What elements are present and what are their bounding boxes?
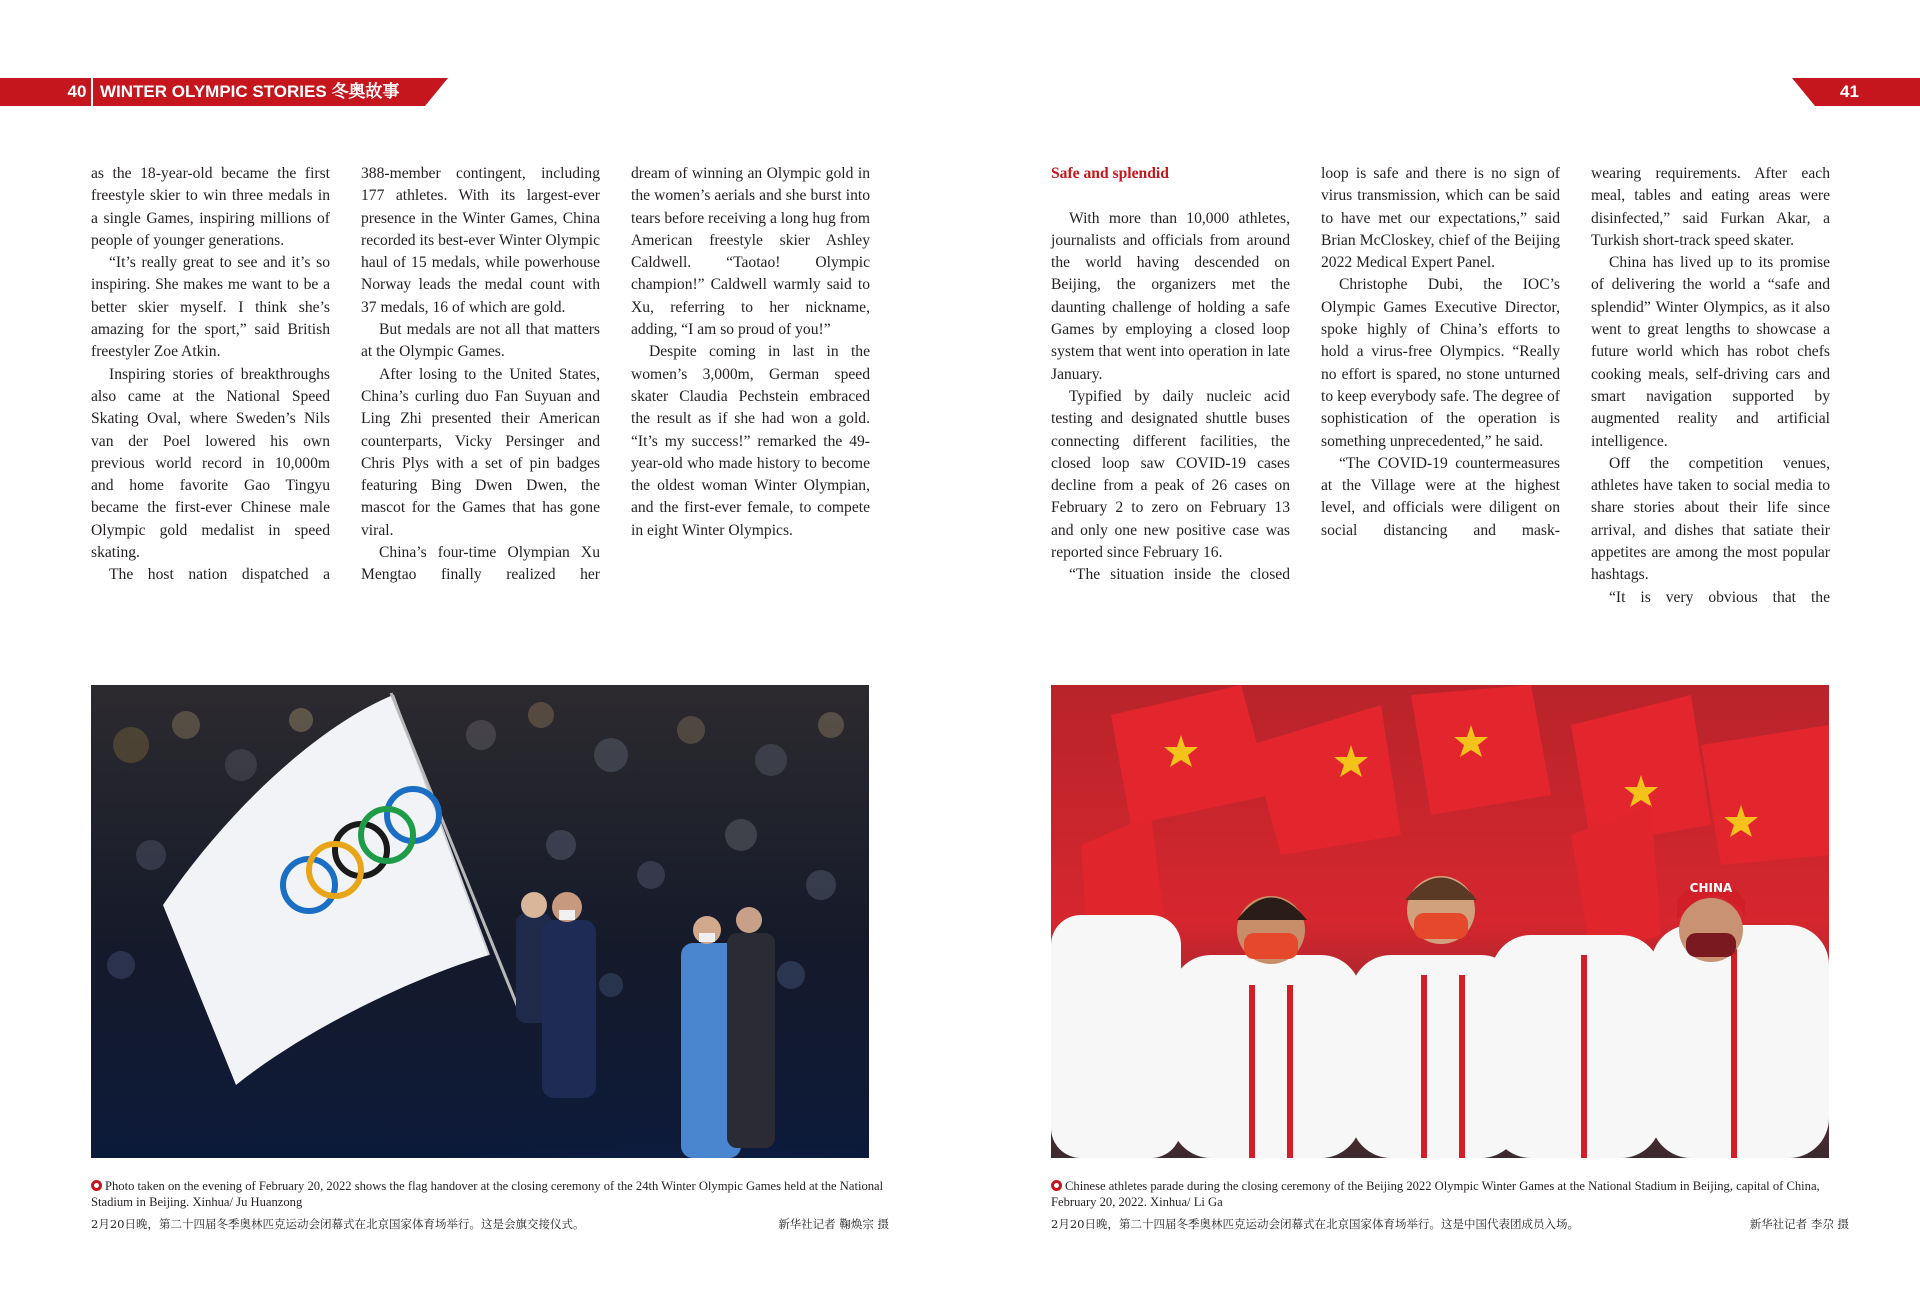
flag-handover-image [91,685,869,1158]
paragraph: China’s four-time Olympian Xu Mengtao finally realized her [361,544,600,584]
header-bar-wedge [425,78,448,106]
paragraph: wearing requirements. After each meal, tables and eating areas were disinfected,” said Furkan Akar, a Turkish short-track speed skater. [1591,165,1830,249]
paragraph: loop is safe and there is no sign of virus transmission, which can be said to have met our expectations,” said Brian McCloskey, chief of the Beijing 2022 Medical Expert Panel. [1321,165,1560,272]
photo-caption-cn-right [1051,1216,1849,1232]
photo-caption-left [91,1178,889,1210]
text-column-4 [1051,163,1290,587]
photo-caption-right [1051,1178,1849,1210]
paragraph: Inspiring stories of breakthroughs also came at the National Speed Skating Oval, where Sweden’s Nils van der Poel lowered his own previous world record in 10,000m and home favorite Gao Tingyu became the first-ever Chinese male Olympic gold medalist in speed skating. [91,365,330,562]
paragraph: Typified by daily nucleic acid testing and designated shuttle buses connecting different facilities, the closed loop saw COVID-19 cases decline from a peak of 26 cases on February 2 to zero on February 13 and only one new positive case was reported since February 16. [1051,387,1290,562]
caption-cn-text: 2月20日晚，第二十四届冬季奥林匹克运动会闭幕式在北京国家体育场举行。这是中国代表团成员入场。 [1051,1217,1579,1231]
paragraph: “The COVID-19 countermeasures at the Village were at the highest level, and officials were diligent on social distancing and mask- [1321,454,1560,539]
text-column-5 [1321,163,1560,542]
text-column-3 [631,163,870,542]
subheading: Safe and splendid [1051,165,1169,182]
paragraph: “It is very obvious that the [1609,588,1830,606]
photo-credit-cn: 新华社记者 李尕 摄 [1749,1217,1849,1231]
paragraph: “The situation inside the closed [1069,566,1290,584]
paragraph: With more than 10,000 athletes, journalists and officials from around the world having descended on Beijing, the organizers met the daunting challenge of holding a safe Games by employing a closed loop system that went into operation in late January. [1051,209,1290,383]
section-title-cn: 冬奥故事 [331,82,400,102]
text-column-2 [361,163,600,587]
photo-flag-handover [91,685,869,1158]
paragraph: as the 18-year-old became the first freestyle skier to win three medals in a single Games, inspiring millions of people of younger generations. [91,165,330,249]
paragraph: “It’s really great to see and it’s so inspiring. She makes me want to be a better skier myself. I think she’s amazing for the sport,” said British freestyler Zoe Atkin. [91,254,330,361]
paragraph: China has lived up to its promise of delivering the world a “safe and splendid” Winter Olympics, as it also went to great lengths to showcase a future world which has robot chefs cooking meals, self-driving cars and smart navigation supported by augmented reality and artificial intelligence. [1591,254,1830,450]
header-right-bar [1792,78,1920,106]
header-bar-wedge-right [1792,78,1815,106]
header-bar-fill-right [1815,78,1920,106]
header-left-bar [0,78,448,106]
caption-text: Photo taken on the evening of February 20, 2022 shows the flag handover at the closing ceremony of the 24th Winter Olympic Games held at the National Stadium in Beijing. Xinhua/ Ju Huanzong [91,1179,884,1209]
paragraph: Christophe Dubi, the IOC’s Olympic Games Executive Director, spoke highly of China’s efforts to hold a virus-free Olympics. “Really no effort is spared, no stone unturned to keep everybody safe. The degree of sophistication of the operation is something unprecedented,” he said. [1321,276,1560,450]
page-number-left: 40 [63,78,93,106]
page-number-right: 41 [1840,82,1859,101]
paragraph: dream of winning an Olympic gold in the women’s aerials and she burst into tears before receiving a long hug from American freestyle skier Ashley Caldwell. “Taotao! Olympic champion!” Caldwell warmly said to Xu, referring to her nickname, adding, “I am so proud of you!” [631,165,871,339]
caption-text: Chinese athletes parade during the closing ceremony of the Beijing 2022 Olympic Winter Games at the National Stadium in Beijing, capital of China, February 20, 2022. Xinhua/ Li Ga [1051,1179,1820,1209]
section-title [100,78,399,106]
text-column-1 [91,163,330,587]
athletes-parade-image [1051,685,1829,1158]
paragraph: But medals are not all that matters at the Olympic Games. [361,321,600,361]
caption-cn-text: 2月20日晚，第二十四届冬季奥林匹克运动会闭幕式在北京国家体育场举行。这是会旗交接仪式。 [91,1217,585,1231]
paragraph: Despite coming in last in the women’s 3,000m, German speed skater Claudia Pechstein embraced the result as if she had won a gold. “It’s my success!” remarked the 49-year-old who made history to become the oldest woman Winter Olympian, and the first-ever female, to compete in eight Winter Olympics. [631,343,870,539]
camera-icon [91,1180,102,1191]
paragraph: 388-member contingent, including 177 athletes. With its largest-ever presence in the Winter Games, China recorded its best-ever Winter Olympic haul of 15 medals, while powerhouse Norway leads the medal count with 37 medals, 16 of which are gold. [361,165,600,316]
paragraph: After losing to the United States, China’s curling duo Fan Suyuan and Ling Zhi presented their American counterparts, Vicky Persinger and Chris Plys with a set of pin badges featuring Bing Dwen Dwen, the mascot for the Games that has gone viral. [361,365,600,539]
paragraph: The host nation dispatched a [109,566,330,584]
text-column-6 [1591,163,1830,609]
photo-credit-cn: 新华社记者 鞠焕宗 摄 [778,1217,889,1231]
camera-icon [1051,1180,1062,1191]
section-title-en: WINTER OLYMPIC STORIES [100,82,327,101]
photo-athletes-parade [1051,685,1829,1158]
jacket-label: CHINA [1689,881,1733,895]
photo-caption-cn-left [91,1216,889,1232]
paragraph: Off the competition venues, athletes have taken to social media to share stories about their life since arrival, and dishes that satiate their appetites are among the most popular hashtags. [1591,454,1830,584]
